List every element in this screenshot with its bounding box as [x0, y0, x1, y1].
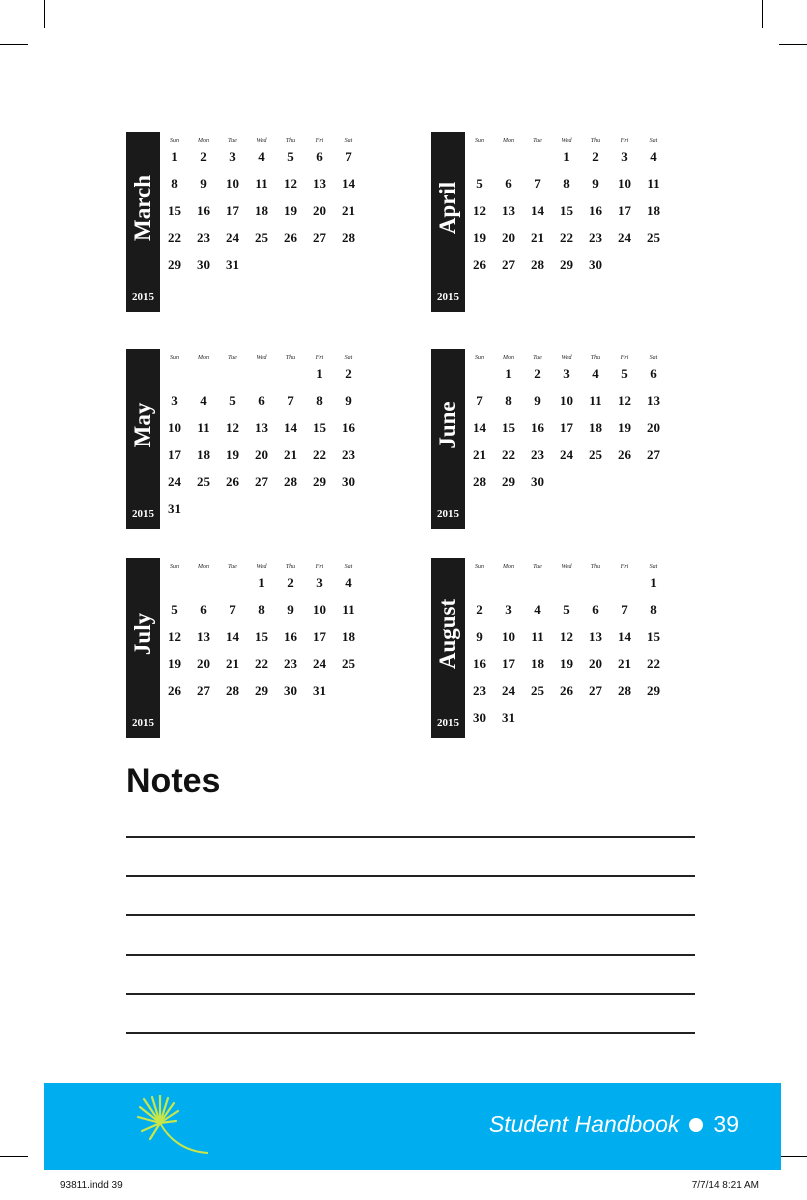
day-cell: 31 [226, 257, 239, 272]
day-cell: 10 [618, 176, 631, 191]
day-cell: 5 [171, 602, 178, 617]
day-cell: 6 [200, 602, 207, 617]
day-cell: 18 [531, 656, 544, 671]
day-cell: 13 [197, 629, 210, 644]
day-cell: 5 [621, 366, 628, 381]
day-cell: 22 [168, 230, 181, 245]
day-cell: 30 [342, 474, 355, 489]
weekday-header: Fri [315, 564, 324, 570]
day-cell: 12 [618, 393, 631, 408]
day-cell: 23 [342, 447, 355, 462]
day-cell: 27 [589, 683, 602, 698]
day-cell: 31 [168, 501, 181, 516]
day-cell: 13 [589, 629, 602, 644]
day-cell: 3 [563, 366, 570, 381]
day-cell: 11 [197, 420, 210, 435]
day-cell: 22 [560, 230, 573, 245]
bullet-icon [689, 1118, 703, 1132]
day-cell: 23 [473, 683, 486, 698]
weekday-header: Sat [649, 564, 658, 570]
weekday-header: Fri [315, 138, 324, 144]
day-cell: 8 [563, 176, 570, 191]
day-cell: 14 [342, 176, 355, 191]
day-cell: 28 [226, 683, 239, 698]
month-name: April [435, 181, 460, 235]
day-cell: 19 [226, 447, 239, 462]
day-cell: 29 [647, 683, 660, 698]
day-cell: 26 [473, 257, 486, 272]
day-cell: 21 [284, 447, 297, 462]
day-cell: 16 [473, 656, 486, 671]
note-line[interactable] [126, 836, 695, 838]
day-cell: 26 [226, 474, 239, 489]
day-cell: 24 [226, 230, 239, 245]
day-cell: 23 [284, 656, 297, 671]
day-cell: 5 [476, 176, 483, 191]
day-cell: 7 [287, 393, 294, 408]
day-cell: 20 [647, 420, 660, 435]
day-cell: 15 [560, 203, 573, 218]
day-cell: 22 [255, 656, 268, 671]
day-cell: 8 [258, 602, 265, 617]
month-name: July [130, 612, 155, 656]
weekday-header: Wed [561, 564, 572, 570]
weekday-header: Sat [344, 138, 353, 144]
note-line[interactable] [126, 954, 695, 956]
weekday-header: Mon [198, 138, 209, 144]
weekday-header: Sun [170, 564, 179, 570]
weekday-header: Thu [285, 564, 296, 570]
day-cell: 14 [531, 203, 544, 218]
day-cell: 7 [476, 393, 483, 408]
day-cell: 2 [534, 366, 541, 381]
day-cell: 7 [621, 602, 628, 617]
weekday-header: Wed [256, 355, 267, 361]
day-cell: 8 [650, 602, 657, 617]
day-cell: 21 [531, 230, 544, 245]
day-cell: 29 [502, 474, 515, 489]
day-cell: 25 [342, 656, 355, 671]
month-tab [431, 132, 465, 312]
day-cell: 31 [313, 683, 326, 698]
weekday-header: Mon [503, 564, 514, 570]
weekday-header: Sun [475, 138, 484, 144]
day-cell: 25 [197, 474, 210, 489]
note-line[interactable] [126, 1032, 695, 1034]
day-cell: 5 [287, 149, 294, 164]
day-cell: 22 [502, 447, 515, 462]
weekday-header: Fri [620, 564, 629, 570]
day-cell: 18 [589, 420, 602, 435]
note-line[interactable] [126, 993, 695, 995]
day-cell: 16 [284, 629, 297, 644]
notes-title: Notes [126, 762, 221, 800]
weekday-header: Mon [198, 564, 209, 570]
day-cell: 9 [200, 176, 207, 191]
day-cell: 7 [229, 602, 236, 617]
day-cell: 15 [313, 420, 326, 435]
day-cell: 25 [647, 230, 660, 245]
day-cell: 21 [618, 656, 631, 671]
weekday-header: Tue [533, 138, 542, 144]
day-cell: 11 [647, 176, 660, 191]
day-cell: 6 [650, 366, 657, 381]
day-cell: 5 [563, 602, 570, 617]
day-cell: 28 [284, 474, 297, 489]
day-cell: 6 [316, 149, 323, 164]
day-cell: 15 [647, 629, 660, 644]
day-cell: 12 [284, 176, 297, 191]
day-cell: 4 [592, 366, 599, 381]
day-cell: 29 [313, 474, 326, 489]
weekday-header: Thu [285, 355, 296, 361]
day-cell: 28 [531, 257, 544, 272]
palm-leaf-icon [136, 1095, 216, 1157]
day-cell: 17 [226, 203, 239, 218]
weekday-header: Sat [344, 355, 353, 361]
month-name: May [130, 402, 155, 448]
crop-mark [779, 44, 807, 45]
day-cell: 20 [502, 230, 515, 245]
year-label: 2015 [132, 508, 154, 520]
month-tab [126, 349, 160, 529]
month-name: March [130, 174, 155, 242]
day-cell: 6 [258, 393, 265, 408]
day-cell: 4 [258, 149, 265, 164]
day-cell: 12 [168, 629, 181, 644]
day-cell: 7 [345, 149, 352, 164]
day-cell: 17 [313, 629, 326, 644]
year-label: 2015 [132, 291, 154, 303]
weekday-header: Sat [649, 355, 658, 361]
month-tab [126, 558, 160, 738]
weekday-header: Mon [503, 355, 514, 361]
day-cell: 26 [284, 230, 297, 245]
day-cell: 11 [255, 176, 268, 191]
day-cell: 23 [197, 230, 210, 245]
year-label: 2015 [437, 508, 459, 520]
day-cell: 17 [560, 420, 573, 435]
weekday-header: Tue [228, 564, 237, 570]
day-cell: 1 [171, 149, 178, 164]
day-cell: 11 [531, 629, 544, 644]
weekday-header: Sun [170, 355, 179, 361]
day-cell: 13 [502, 203, 515, 218]
day-cell: 30 [197, 257, 210, 272]
day-cell: 8 [505, 393, 512, 408]
day-cell: 2 [200, 149, 207, 164]
day-cell: 3 [621, 149, 628, 164]
day-cell: 3 [316, 575, 323, 590]
day-cell: 13 [255, 420, 268, 435]
day-cell: 6 [505, 176, 512, 191]
day-cell: 12 [560, 629, 573, 644]
page-number: 39 [713, 1111, 739, 1137]
day-cell: 8 [316, 393, 323, 408]
weekday-header: Sun [475, 355, 484, 361]
day-cell: 17 [168, 447, 181, 462]
footer-banner [44, 1083, 781, 1170]
day-cell: 14 [226, 629, 239, 644]
day-cell: 12 [473, 203, 486, 218]
day-cell: 25 [589, 447, 602, 462]
day-cell: 27 [313, 230, 326, 245]
weekday-header: Mon [198, 355, 209, 361]
day-cell: 27 [255, 474, 268, 489]
slug-file: 93811.indd 39 [60, 1180, 123, 1191]
weekday-header: Wed [561, 138, 572, 144]
day-cell: 3 [229, 149, 236, 164]
year-label: 2015 [437, 717, 459, 729]
day-cell: 16 [589, 203, 602, 218]
note-line[interactable] [126, 914, 695, 916]
day-cell: 12 [226, 420, 239, 435]
day-cell: 4 [200, 393, 207, 408]
day-cell: 18 [342, 629, 355, 644]
day-cell: 16 [531, 420, 544, 435]
day-cell: 21 [473, 447, 486, 462]
day-cell: 4 [345, 575, 352, 590]
weekday-header: Tue [228, 355, 237, 361]
day-cell: 9 [476, 629, 483, 644]
day-cell: 30 [473, 710, 486, 725]
month-calendar-august [431, 558, 663, 738]
weekday-header: Wed [256, 564, 267, 570]
year-label: 2015 [437, 291, 459, 303]
weekday-header: Sat [649, 138, 658, 144]
day-cell: 10 [313, 602, 326, 617]
day-cell: 24 [560, 447, 573, 462]
day-cell: 10 [502, 629, 515, 644]
day-cell: 2 [345, 366, 352, 381]
day-cell: 13 [647, 393, 660, 408]
day-cell: 20 [313, 203, 326, 218]
day-cell: 1 [563, 149, 570, 164]
weekday-header: Sun [475, 564, 484, 570]
day-cell: 21 [226, 656, 239, 671]
month-tab [431, 349, 465, 529]
weekday-header: Wed [561, 355, 572, 361]
day-cell: 9 [592, 176, 599, 191]
slug-date: 7/7/14 8:21 AM [691, 1180, 759, 1191]
month-calendar-july [126, 558, 358, 738]
day-cell: 17 [502, 656, 515, 671]
weekday-header: Sun [170, 138, 179, 144]
day-cell: 29 [168, 257, 181, 272]
day-cell: 15 [502, 420, 515, 435]
day-cell: 9 [345, 393, 352, 408]
day-cell: 15 [168, 203, 181, 218]
month-tab [431, 558, 465, 738]
day-cell: 31 [502, 710, 515, 725]
weekday-header: Tue [228, 138, 237, 144]
day-cell: 20 [197, 656, 210, 671]
day-cell: 27 [197, 683, 210, 698]
day-cell: 2 [476, 602, 483, 617]
day-cell: 28 [342, 230, 355, 245]
day-cell: 18 [647, 203, 660, 218]
month-tab [126, 132, 160, 312]
weekday-header: Mon [503, 138, 514, 144]
day-cell: 23 [589, 230, 602, 245]
day-cell: 26 [618, 447, 631, 462]
day-cell: 9 [534, 393, 541, 408]
day-cell: 1 [316, 366, 323, 381]
year-label: 2015 [132, 717, 154, 729]
day-cell: 4 [650, 149, 657, 164]
day-cell: 29 [255, 683, 268, 698]
month-calendar-march [126, 132, 358, 312]
crop-mark [779, 1156, 807, 1157]
day-cell: 17 [618, 203, 631, 218]
day-cell: 24 [168, 474, 181, 489]
day-cell: 20 [255, 447, 268, 462]
day-cell: 30 [531, 474, 544, 489]
handbook-title: Student Handbook [488, 1111, 680, 1137]
note-line[interactable] [126, 875, 695, 877]
day-cell: 11 [342, 602, 355, 617]
day-cell: 14 [473, 420, 486, 435]
day-cell: 27 [502, 257, 515, 272]
day-cell: 19 [473, 230, 486, 245]
day-cell: 26 [168, 683, 181, 698]
weekday-header: Wed [256, 138, 267, 144]
month-calendar-may [126, 349, 358, 529]
day-cell: 26 [560, 683, 573, 698]
crop-mark [44, 0, 45, 28]
day-cell: 30 [589, 257, 602, 272]
day-cell: 28 [618, 683, 631, 698]
weekday-header: Thu [590, 355, 601, 361]
day-cell: 23 [531, 447, 544, 462]
day-cell: 25 [255, 230, 268, 245]
weekday-header: Thu [590, 138, 601, 144]
day-cell: 2 [287, 575, 294, 590]
day-cell: 22 [313, 447, 326, 462]
day-cell: 18 [197, 447, 210, 462]
day-cell: 29 [560, 257, 573, 272]
month-calendar-april [431, 132, 663, 312]
day-cell: 1 [650, 575, 657, 590]
day-cell: 1 [258, 575, 265, 590]
day-cell: 24 [618, 230, 631, 245]
day-cell: 18 [255, 203, 268, 218]
day-cell: 19 [168, 656, 181, 671]
weekday-header: Fri [315, 355, 324, 361]
day-cell: 28 [473, 474, 486, 489]
day-cell: 30 [284, 683, 297, 698]
weekday-header: Tue [533, 564, 542, 570]
day-cell: 10 [226, 176, 239, 191]
weekday-header: Tue [533, 355, 542, 361]
day-cell: 9 [287, 602, 294, 617]
day-cell: 7 [534, 176, 541, 191]
day-cell: 19 [284, 203, 297, 218]
crop-mark [762, 0, 763, 28]
day-cell: 24 [502, 683, 515, 698]
weekday-header: Thu [590, 564, 601, 570]
handbook-label [489, 1111, 739, 1138]
month-name: June [435, 401, 460, 449]
day-cell: 13 [313, 176, 326, 191]
month-calendar-june [431, 349, 663, 529]
day-cell: 20 [589, 656, 602, 671]
day-cell: 2 [592, 149, 599, 164]
crop-mark [0, 44, 28, 45]
day-cell: 19 [560, 656, 573, 671]
day-cell: 3 [171, 393, 178, 408]
day-cell: 25 [531, 683, 544, 698]
weekday-header: Fri [620, 355, 629, 361]
day-cell: 3 [505, 602, 512, 617]
day-cell: 16 [342, 420, 355, 435]
weekday-header: Sat [344, 564, 353, 570]
day-cell: 15 [255, 629, 268, 644]
day-cell: 14 [284, 420, 297, 435]
day-cell: 10 [168, 420, 181, 435]
day-cell: 27 [647, 447, 660, 462]
day-cell: 6 [592, 602, 599, 617]
crop-mark [0, 1156, 28, 1157]
day-cell: 22 [647, 656, 660, 671]
month-name: August [435, 598, 460, 670]
day-cell: 16 [197, 203, 210, 218]
day-cell: 5 [229, 393, 236, 408]
day-cell: 21 [342, 203, 355, 218]
day-cell: 11 [589, 393, 602, 408]
day-cell: 8 [171, 176, 178, 191]
day-cell: 24 [313, 656, 326, 671]
day-cell: 10 [560, 393, 573, 408]
weekday-header: Thu [285, 138, 296, 144]
day-cell: 14 [618, 629, 631, 644]
weekday-header: Fri [620, 138, 629, 144]
day-cell: 19 [618, 420, 631, 435]
day-cell: 1 [505, 366, 512, 381]
day-cell: 4 [534, 602, 541, 617]
